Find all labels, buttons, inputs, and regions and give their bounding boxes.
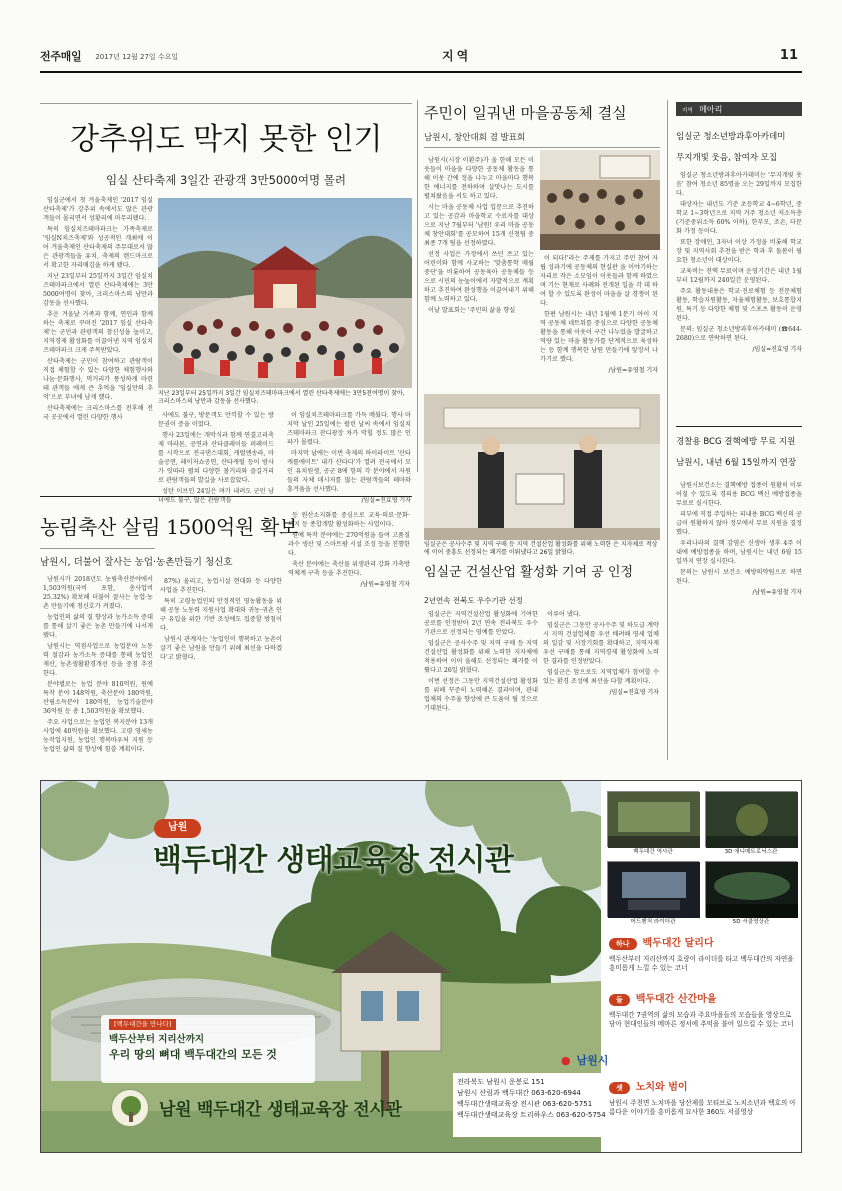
paragraph: 특히 임실치즈테마파크는 가족축제로 '임실N치즈축제'와 성공적인 개최에 이어 겨울축제인 산타축제의 주무대로서 많은 관광객들을 유치, 축제의 랜드마크로서 확고한 자리매김을 하게 됐다. <box>43 225 153 269</box>
paragraph: 성탄 이브인 24일은 며가 내려도 군민 남녀에도 불구, 많은 관람객들 <box>158 487 274 504</box>
divider <box>676 426 802 427</box>
promo-description: 백두산부터 지리산까지 호랑이 라이더를 타고 백두대간의 자연을 흥미롭게 느낄 수 있는 코너 <box>609 954 794 973</box>
promo-title: 백두대간 산간마을 <box>635 994 717 1005</box>
byline: /임실=진효영 기자 <box>609 688 659 696</box>
article-santa-column-3 <box>287 412 411 506</box>
article-geonseol-column-1 <box>424 611 538 716</box>
article-geonseol-headline: 임실군 건설산업 활성화 기여 공 인정 <box>424 565 634 580</box>
thumb-label: 5D 서클영상관 <box>732 919 770 925</box>
paragraph: 남원시 관계자는 '농업인이 행복하고 농촌이 살기 좋은 남원을 만들기 위해 최선을 다하겠다'고 밝혔다. <box>160 635 282 661</box>
brief-2-headline: 경찰용 BCG 결핵예방 무료 지원 <box>676 437 796 447</box>
santa-festival-photo <box>158 198 412 388</box>
ad-banner <box>101 1015 315 1083</box>
thumb-label: 백두대간 역사관 <box>633 849 673 855</box>
masthead-rule <box>40 71 802 73</box>
article-santa-subhead: 임실 산타축제 3일간 관광객 3만5000여명 몰려 <box>106 173 346 187</box>
namwon-logo-icon: ● <box>561 1054 571 1067</box>
paragraph: 이날 발표회는 '주민의 삶을 향실 <box>428 306 516 314</box>
article-nongrim-headline: 농림축산 살림 1500억원 확보 <box>40 515 299 539</box>
section-tag-big: 메아리 <box>699 105 723 114</box>
section-tag-maeari <box>676 102 802 116</box>
byline: /임실=진효영 기자 <box>361 496 411 504</box>
thumb-adventure-ride <box>607 861 699 917</box>
divider <box>40 496 412 497</box>
paragraph: 주요 활동내용은 학교·진로체험 등 전문체험활동, 학습지원활동, 자율체험활동, 보호통합지원, 특기 등 다양한 체험 및 스포츠 활동이 운영된다. <box>676 287 802 322</box>
paragraph: 대상자는 내년도 기준 초등학교 4~6학년, 중학교 1~3학년으로 지역 거주 청소년 저소득층(기준중위소득 60% 이하), 한부모, 조손, 다문화 가정 등이다. <box>676 200 802 235</box>
thumb-label: 3D 애니메트로닉스관 <box>724 849 778 855</box>
page-number: 11 <box>779 48 798 63</box>
paragraph: 특히 고령농업인의 안정적인 영농활동을 위해 공동 노동력 지원사업 확대와 귀농·귀촌 인구 유입을 위한 기반 조성에도 집중할 방침이다. <box>160 597 282 632</box>
paragraph: 이번 선정은 그동안 지역건설산업 활성화를 위해 꾸준히 노력해온 결과이며, 관내 업체의 수주율 향상에 큰 도움이 될 것으로 기대된다. <box>424 677 538 712</box>
article-nongrim-subhead: 남원시, 더불어 잘사는 농업·농촌만들기 청신호 <box>40 557 233 568</box>
article-maeul-column-1 <box>424 157 534 318</box>
issue-date: 2017년 12월 27일 수요일 <box>95 52 179 61</box>
paragraph: 축산 분야에는 축산물 위생관리 강화 가축방역체계 구축 등을 추진한다. <box>288 560 410 577</box>
article-santa-column-1 <box>43 197 153 491</box>
paragraph: 선정 사업은 가정에서 쓰던 쓰고 있는 어린이와 함께 사교하는 '맞춤통학 매월중단'을 비롯하여 공동육아 공동체들 등으로 시민의 눈높이에서 자발적으로 계획하고 추진하여 완성행을 이끌어내기 위해 함께 노력하고 있다. <box>424 250 534 303</box>
brief-1-body <box>676 172 802 354</box>
paragraph: 또한 장애인, 3자녀 이상 가정을 비롯해 학교장 및 지역사회 추천을 받은 학과 후 돌봄이 필요한 청소년이 대상이다. <box>676 238 802 264</box>
paragraph: 행사 23일에는 개막식과 함께 연결고리축제 마라톤, 공연과 산타클레이들 퍼레이드를 시작으로 전국댄스대회, 캐럴앤송라, 마술공연, 레이저쇼공연, 산타캐럴 등이 밤사가 잇따라 펼쳐 다양한 볼거리와 즐길거리로 관람객들의 발길을 사로잡았다. <box>158 431 274 484</box>
paragraph: 87%) 올리고, 농업시설 현대화 등 다양한 사업을 추진한다. <box>160 578 282 594</box>
paragraph: 분야별로는 농업 분야 810억원, 원예 특작 분야 148억원, 축산분야 180억원, 산림소득분야 180억원, 농업기술분야 36억원 등 총 1,503억원을 확보했다. <box>43 680 153 715</box>
article-maeul-subhead: 남원시, 창안대회 겸 발표회 <box>424 133 526 143</box>
geonseol-award-photo <box>424 394 660 540</box>
contact-line: 남원시 산림과 백두대간 063-620-6944 <box>457 1088 581 1097</box>
paragraph: 우리나라의 결핵 감염은 신생아 생후 4주 이내에 예방접종을 하며, 남원시는 내년 6월 15일까지 연장 실시한다. <box>676 539 802 565</box>
article-maeul-column-2 <box>540 255 658 376</box>
contact-line: 백두대간생태교육장 전시관 063-620-5751 <box>457 1099 593 1108</box>
paragraph: 교육비는 전액 무료이며 운영기간은 내년 1월부터 12월까지 240일간 운영된다. <box>676 267 802 284</box>
paragraph: 원예 특작 분야에는 270억원을 들여 고품질 과수 생산 및 스마트팜 시설 조성 등을 진행한다. <box>288 531 410 557</box>
ad-title: 백두대간 생태교육장 전시관 <box>153 843 514 878</box>
masthead <box>40 46 802 68</box>
paragraph: 이 임실치즈테마파크를 가득 메웠다. 행사 마지막 날인 25일에는 팔린 날씨 속에서 임실치즈테마파크 잔디광장 차가 막힐 정도 많은 인파가 몰렸다. <box>287 412 411 446</box>
brief-2-subhead: 남원시, 내년 6월 15일까지 연장 <box>676 458 797 468</box>
paragraph: 추운 겨울날 가족과 함께, 연인과 함께 하는 축제로 꾸며진 '2017 임실 산타축제'는 군민과 관광객의 참신성을 높이고, 지역경제 활성화를 이끌어낸 지역 임실치즈테마파크 크게 주목받았다. <box>43 310 153 354</box>
paragraph: 문의: 임실군 청소년방과후아카데미 (☎644-2680)으로 연락하면 된다. <box>676 325 802 342</box>
paragraph: 한편 남원시는 내년 1월에 1분기 아이 지역 공동체 네트워를 중심으로 다양한 공동체 활동을 통해 이웃이 구간 나누었을 발굴하고 역량 있는 마을 활동가를 단계적으로 육성하는 등 함께 행복한 남원 만들기에 앞장서 나가기로 했다. <box>540 310 658 363</box>
article-nongrim-column-3 <box>288 512 410 590</box>
paragraph: 임실군 청소년방과후아카데미는 '무지개빛 웃음' 참여 청소년 85명을 오는 29일까지 모집한다. <box>676 172 802 197</box>
ad-footer-title: 남원 백두대간 생태교육장 전시관 <box>159 1100 402 1120</box>
section-tag-small: 지역 <box>682 108 693 114</box>
paragraph: 임실군은 그동안 공사수주 및 하도급 계약 시 지역 건설업체를 우선 배려해 영세 업체의 일감 및 시장기회를 확대하고, 지역자재 우선 구매를 통해 지역경제 활성화에 노력한 결과를 인정받았다. <box>543 621 659 665</box>
promo-number: 둘 <box>609 994 630 1006</box>
ad-badge-namwon: 남원 <box>154 819 201 838</box>
article-santa-column-2 <box>158 412 274 508</box>
brief-2-body <box>676 482 802 598</box>
paragraph: 시는 마을 공동체 사업 입문으로 추진하고 있는 공감과 마을학교 수료자를 대상으로 지난 7월부터 '남원! 우리 마을 공동체 창안대회'를 공모하여 15개 신청팀 중 최종 7개 팀을 선정하였다. <box>424 203 534 247</box>
article-nongrim-column-1 <box>43 576 153 757</box>
promo-2 <box>609 993 799 1030</box>
article-santa-headline: 강추위도 막지 못한 인기 <box>70 122 382 157</box>
paragraph: 임실군은 공사수주 및 지역 구매 등 지역 건설산업 활성화를 위해 노력한 지자체에 적용하여 이어 올해도 선정되는 쾌거를 이뤘다고 26일 밝혔다. <box>424 639 538 674</box>
byline: /임실=진효영 기자 <box>752 345 802 353</box>
article-geonseol-column-2 <box>543 611 659 698</box>
paragraph: 남원시보건소는 결핵예방 접종이 원활히 이루어질 수 있도록 경피용 BCG 백신 예방접종을 무료로 실시한다. <box>676 482 802 507</box>
paragraph: 지난 23일부터 25일까지 3일간 임실치즈테마파크에서 열린 산타축제에는 3만5000여명이 찾아, 크리스마스의 낭만과 감동을 선사했다. <box>43 272 153 307</box>
paragraph: 남원시는 역점사업으로 농업분야 노동력 절감과 농가소득 증대를 통해 농업인 재산, 농촌생활환경개선 등을 중점 추진한다. <box>43 642 153 677</box>
paragraph: 임실군은 앞으로도 지역업체가 참여할 수 있는 환경 조성에 최선을 다할 계획이다. <box>543 668 659 685</box>
paragraph: 산타축제는 군민이 참여하고 관람객이 직접 체험할 수 있는 다양한 체험행사와 나눔·문화행사, 먹거리가 풍성하게 마련돼 관객들 에게 큰 추억을 '임실만의 추억'으로 부녀에 남게 했다. <box>43 357 153 401</box>
paragraph: 피부에 직접 주입하는 피내용 BCG 백신의 공급이 원활하지 않아 정부에서 무료 지원을 결정했다. <box>676 510 802 536</box>
ad-baekdudaegan <box>40 780 802 1153</box>
byline: /남원=유영철 기자 <box>608 366 658 374</box>
paragraph: 농업인의 삶의 질 향상과 농가소득 증대를 통해 살기 좋은 농촌 만들기에 나서게 됐다. <box>43 613 153 639</box>
byline: /남원=유영철 기자 <box>752 588 802 596</box>
namwon-city-logo <box>561 1053 608 1069</box>
paragraph: 임실군에서 첫 겨울축제인 '2017 임실 산타축제'가 강추위 속에서도 많은 관광객들이 몰리면서 성황리에 마무리됐다. <box>43 197 153 222</box>
article-maeul-headline: 주민이 일궈낸 마을공동체 결실 <box>424 104 627 122</box>
paragraph: 임실군은 지역건설산업 활성화에 기여한 공로를 인정받아 2년 연속 전라북도 우수기관으로 선정되는 영예를 안았다. <box>424 611 538 636</box>
santa-photo-caption: 지난 23일부터 25일까지 3일간 임실치즈테마파크에서 열린 산타축제에는 3만5천여명이 찾아, 크리스마스의 낭만과 감동을 선사했다. <box>158 390 405 406</box>
divider <box>40 548 155 549</box>
paragraph: 이루어 냈다. <box>547 611 581 618</box>
promo-1 <box>609 937 799 974</box>
tree-logo-icon <box>111 1089 149 1127</box>
article-geonseol-subhead: 2년연속 전북도 우수기관 선정 <box>424 596 523 605</box>
maeul-meeting-photo <box>540 150 660 250</box>
column-rule <box>417 100 418 472</box>
paragraph: 남원시가 2018년도 농림축산분야에서 1,503억원(국비 포함, 총사업비 25.32%) 확보해 더불어 잘사는 농업·농촌 만들기에 청신호가 켜졌다. <box>43 576 153 610</box>
promo-description: 남원시 주천면 노치마을 당산제를 모티브로 노치소년과 백호의 아름다운 이야기를 흥미롭게 묘사한 360도 서클영상 <box>609 1098 796 1117</box>
ad-banner-line-1: 백두산부터 지리산까지 <box>109 1034 205 1046</box>
ad-banner-line-2: 우리 땅의 뼈대 백두대간의 모든 것 <box>109 1048 277 1062</box>
thumb-history-hall <box>607 791 699 847</box>
contact-line: 전라북도 남원시 운봉로 151 <box>457 1078 545 1086</box>
ad-contact-info <box>457 1077 657 1120</box>
paragraph: 마지막 날에는 이번 축제의 하이라이트 '산타 캐롤에이트' 내가 산타다'가 열려 전국에서 모인 유치원생, 공군 8에 항의 각 분야에서 자원들의 자체 데시저를 많는 관람객들의 테마와 흥겨움을 선사했다. <box>287 449 411 493</box>
article-nongrim-column-2 <box>160 578 282 665</box>
column-rule <box>667 100 668 760</box>
geonseol-photo-caption: 임실군은 공사수주 및 지역 구매 등 지역 건설산업 활성화를 위해 노력한 은 지자체로 적상에 이어 중흥도 선정되는 쾌거를 이뤄냈다고 26일 밝혔다. <box>424 541 658 557</box>
namwon-logo-text: 남원시 <box>576 1054 609 1067</box>
promo-number: 셋 <box>609 1082 630 1094</box>
paragraph: 문의는 남원시 보건소 예방의약팀으로 하면 된다. <box>676 568 802 585</box>
promo-title: 백두대간 달리다 <box>642 938 714 949</box>
paragraph: 등 원산소지화를 중심으로 교육·의료·문화·복지 등 종합개발 활성화하는 사업이다. <box>288 512 410 528</box>
brief-1-headline: 임실군 청소년방과후아카데미 <box>676 132 786 142</box>
ad-banner-tag: [백두대간을 만나다] <box>109 1019 176 1030</box>
paragraph: 주요 사업으로는 농업인 복지분야 13개 사업에 40억원을 확보했다. 고령 영세농 농작업지원, 농업인 행복바우처 지원 등 농업인 삶의 질 향상에 힘쓸 계획이다. <box>43 718 153 753</box>
byline: /남원=유영철 기자 <box>360 580 410 588</box>
section-title: 지역 <box>442 49 472 63</box>
thumb-animatronics-hall <box>705 791 797 847</box>
paragraph: 산타축제에는 크리스마스를 전후해 전국 곳곳에서 열린 다양한 행사 <box>43 404 153 421</box>
paragraph: 이 되다!'라는 주제를 가지고 주민 참여 자립 성과기에 공동체의 현실판 을 이야기하는 자리로 작은 소모임이 이웃들과 함께 하였으며 기는 현재로 사례와 전개된 일을 각 데 하여 할 수 있도록 완성이 마을을 살 경쟁이 된다. <box>540 255 658 307</box>
divider <box>424 147 660 148</box>
thumb-label: 어드벤처 라이더관 <box>630 919 676 925</box>
brief-1-subhead: 무지개빛 웃음, 참여자 모집 <box>676 153 778 163</box>
promo-title: 노치와 범이 <box>635 1082 688 1093</box>
thumb-circle-cinema <box>705 861 797 917</box>
newspaper-name: 전주매일 <box>40 50 82 64</box>
divider <box>40 103 412 104</box>
promo-number: 하나 <box>609 938 637 950</box>
paragraph: 남원시(시장 이환주)가 올 한해 모든 이웃들이 마을을 다양한 공동체 활동을 통해 이웃 간에 정을 나누고 마을마다 행복한 에너지를 전하하며 살맛나는 도시를 펼쳐왔음을 서도 하고 있다. <box>424 157 534 200</box>
contact-line: 백두대간생태교육장 트리하우스 063-620-5754 <box>457 1110 606 1119</box>
paragraph: 사에도 불구, 방문객도 만끽할 수 있는 방문권이 증을 이었다. <box>158 412 274 428</box>
promo-description: 백두대간 7권역의 삶의 모습과 주요마을들의 모습들을 영상으로 담아 현대인들의 메마른 정서에 추억을 불어 일으킬 수 있는 코너 <box>609 1010 794 1029</box>
